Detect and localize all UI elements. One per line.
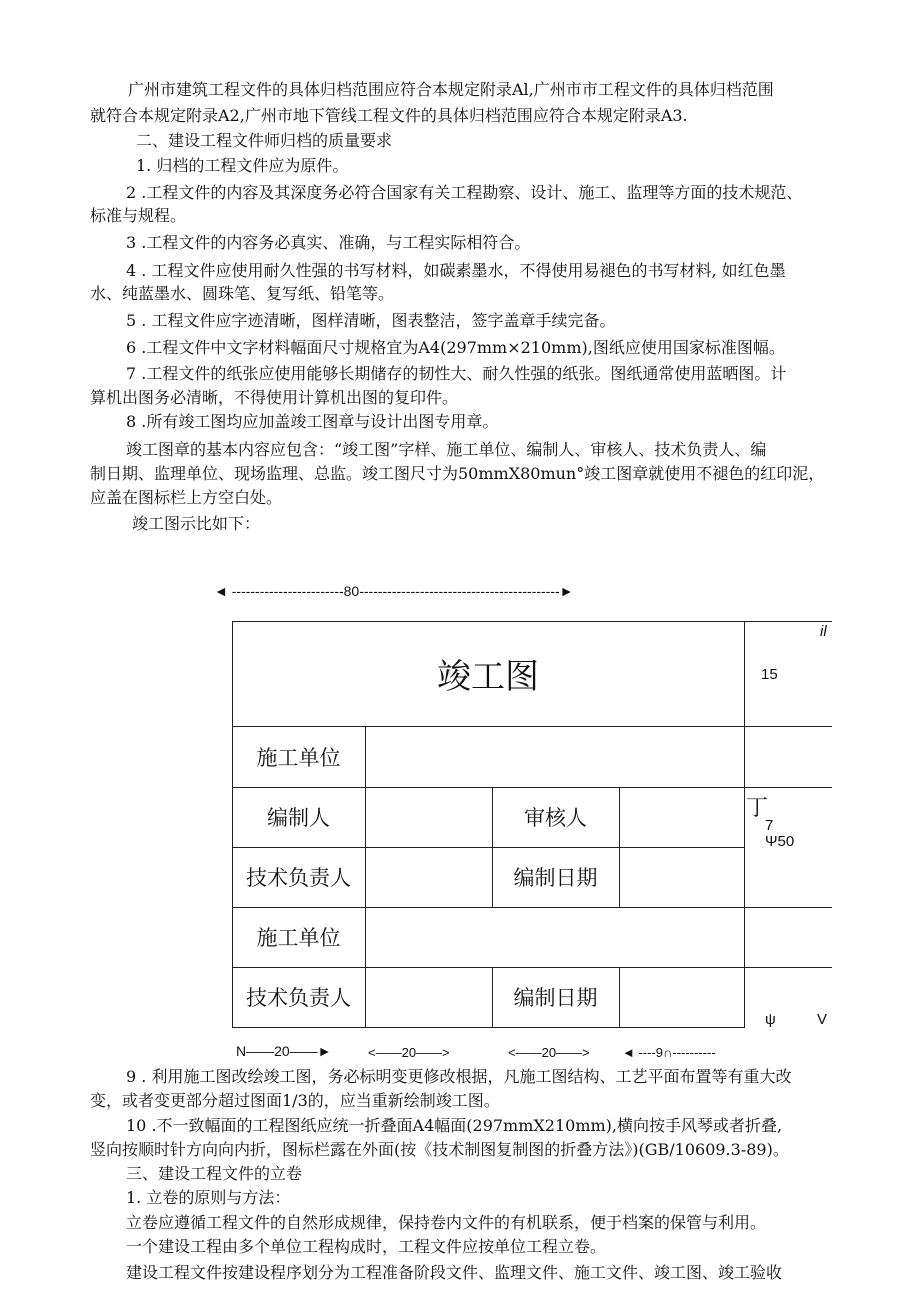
compiler-label: 编制人 bbox=[267, 806, 330, 830]
compile-date-label: 编制日期 bbox=[513, 986, 598, 1010]
bottom-dimension: N——20——► bbox=[236, 1043, 332, 1059]
compile-date-label: 编制日期 bbox=[513, 866, 598, 890]
technical-lead-label: 技术负责人 bbox=[246, 986, 351, 1010]
text-line: 6 .工程文件中文字材料幅面尺寸规格宜为A4(297mm×210mm),图纸应使用国家标准图幅。 bbox=[126, 338, 785, 357]
text-line: 算机出图务必清晰，不得使用计算机出图的复印件。 bbox=[90, 388, 459, 407]
section-heading: 二、建设工程文件师归档的质量要求 bbox=[136, 131, 393, 150]
text-line: 广州市建筑工程文件的具体归档范围应符合本规定附录Al,广州市市工程文件的具体归档范围 bbox=[128, 80, 774, 99]
text-line: 一个建设工程由多个单位工程构成时，工程文件应按单位工程立卷。 bbox=[126, 1237, 607, 1256]
reviewer-label: 审核人 bbox=[524, 806, 587, 830]
side-annotation: il bbox=[820, 623, 827, 640]
text-line: 竣工图示比如下： bbox=[132, 514, 261, 533]
side-annotation: Ψ50 bbox=[765, 833, 795, 850]
text-line: 3 .工程文件的内容务必真实、准确，与工程实际相符合。 bbox=[126, 233, 531, 252]
bottom-dimension: ◄ ----9∩---------- bbox=[622, 1045, 716, 1060]
text-line: 应盖在图标栏上方空白处。 bbox=[90, 488, 283, 507]
bottom-dimension: <——20——> bbox=[508, 1045, 590, 1060]
column-divider bbox=[619, 787, 620, 907]
text-line: 5 . 工程文件应字迹清晰，图样清晰，图表整洁，签字盖章手续完备。 bbox=[126, 311, 616, 330]
text-line: 8 .所有竣工图均应加盖竣工图章与设计出图专用章。 bbox=[126, 412, 499, 431]
text-line: 变，或者变更部分超过图面1/3的，应当重新绘制竣工图。 bbox=[90, 1091, 500, 1110]
text-line: 4 . 工程文件应使用耐久性强的书写材料，如碳素墨水，不得使用易褪色的书写材料, 如红色墨 bbox=[126, 261, 786, 280]
text-line: 制日期、监理单位、现场监理、总监。竣工图尺寸为50mmX80mun°竣工图章就使用不褪色的红印泥， bbox=[90, 464, 825, 483]
text-line: 竣工图章的基本内容应包含：“竣工图”字样、施工单位、编制人、审核人、技术负责人、编 bbox=[126, 440, 767, 459]
section-heading: 三、建设工程文件的立卷 bbox=[126, 1164, 303, 1183]
side-annotation: ψ bbox=[765, 1011, 776, 1028]
text-line: 10 .不一致幅面的工程图纸应统一折叠面A4幅面(297mmX210mm),横向按手风琴或者折叠, bbox=[126, 1116, 783, 1135]
text-line: 7 .工程文件的纸张应使用能够长期储存的韧性大、耐久性强的纸张。图纸通常使用蓝晒图。计 bbox=[126, 364, 787, 383]
stamp-table bbox=[232, 621, 832, 1028]
bottom-dimension: <——20——> bbox=[368, 1045, 450, 1060]
side-annotation: 15 bbox=[761, 666, 778, 683]
side-annotation: V bbox=[817, 1011, 828, 1028]
technical-lead-label: 技术负责人 bbox=[246, 866, 351, 890]
column-divider bbox=[365, 726, 366, 1028]
text-line: 1. 立卷的原则与方法： bbox=[126, 1188, 291, 1207]
table-border-right bbox=[744, 621, 745, 1028]
text-line: 2 .工程文件的内容及其深度务必符合国家有关工程勘察、设计、施工、监理等方面的技术规范、 bbox=[126, 183, 803, 202]
text-line: 标准与规程。 bbox=[90, 206, 187, 225]
construction-unit-label: 施工单位 bbox=[256, 926, 341, 950]
text-line: 就符合本规定附录A2,广州市地下管线工程文件的具体归档范围应符合本规定附录A3. bbox=[90, 106, 688, 125]
text-line: 立卷应遵循工程文件的自然形成规律，保持卷内文件的有机联系，便于档案的保管与利用。 bbox=[126, 1213, 767, 1232]
construction-unit-label: 施工单位 bbox=[256, 745, 341, 770]
text-line: 9 . 利用施工图改绘竣工图，务必标明变更修改根据，凡施工图结构、工艺平面布置等有重大改 bbox=[126, 1067, 792, 1086]
column-divider bbox=[619, 967, 620, 1028]
top-dimension: ◄ ------------------------80-------------------------------------------► bbox=[214, 583, 574, 599]
table-border-bottom bbox=[232, 1027, 744, 1028]
side-annotation: 7 bbox=[765, 817, 774, 834]
text-line: 竖向按顺时针方向向内折，图标栏露在外面(按《技术制图复制图的折叠方法》)(GB/10609.3-89)。 bbox=[90, 1140, 789, 1159]
text-line: 1. 归档的工程文件应为原件。 bbox=[136, 156, 349, 175]
text-line: 建设工程文件按建设程序划分为工程准备阶段文件、监理文件、施工文件、竣工图、竣工验收 bbox=[126, 1263, 783, 1282]
stamp-title: 竣工图 bbox=[437, 657, 539, 697]
side-annotation: 丁 bbox=[746, 795, 769, 820]
text-line: 水、纯蓝墨水、圆珠笔、复写纸、铅笔等。 bbox=[90, 284, 395, 303]
